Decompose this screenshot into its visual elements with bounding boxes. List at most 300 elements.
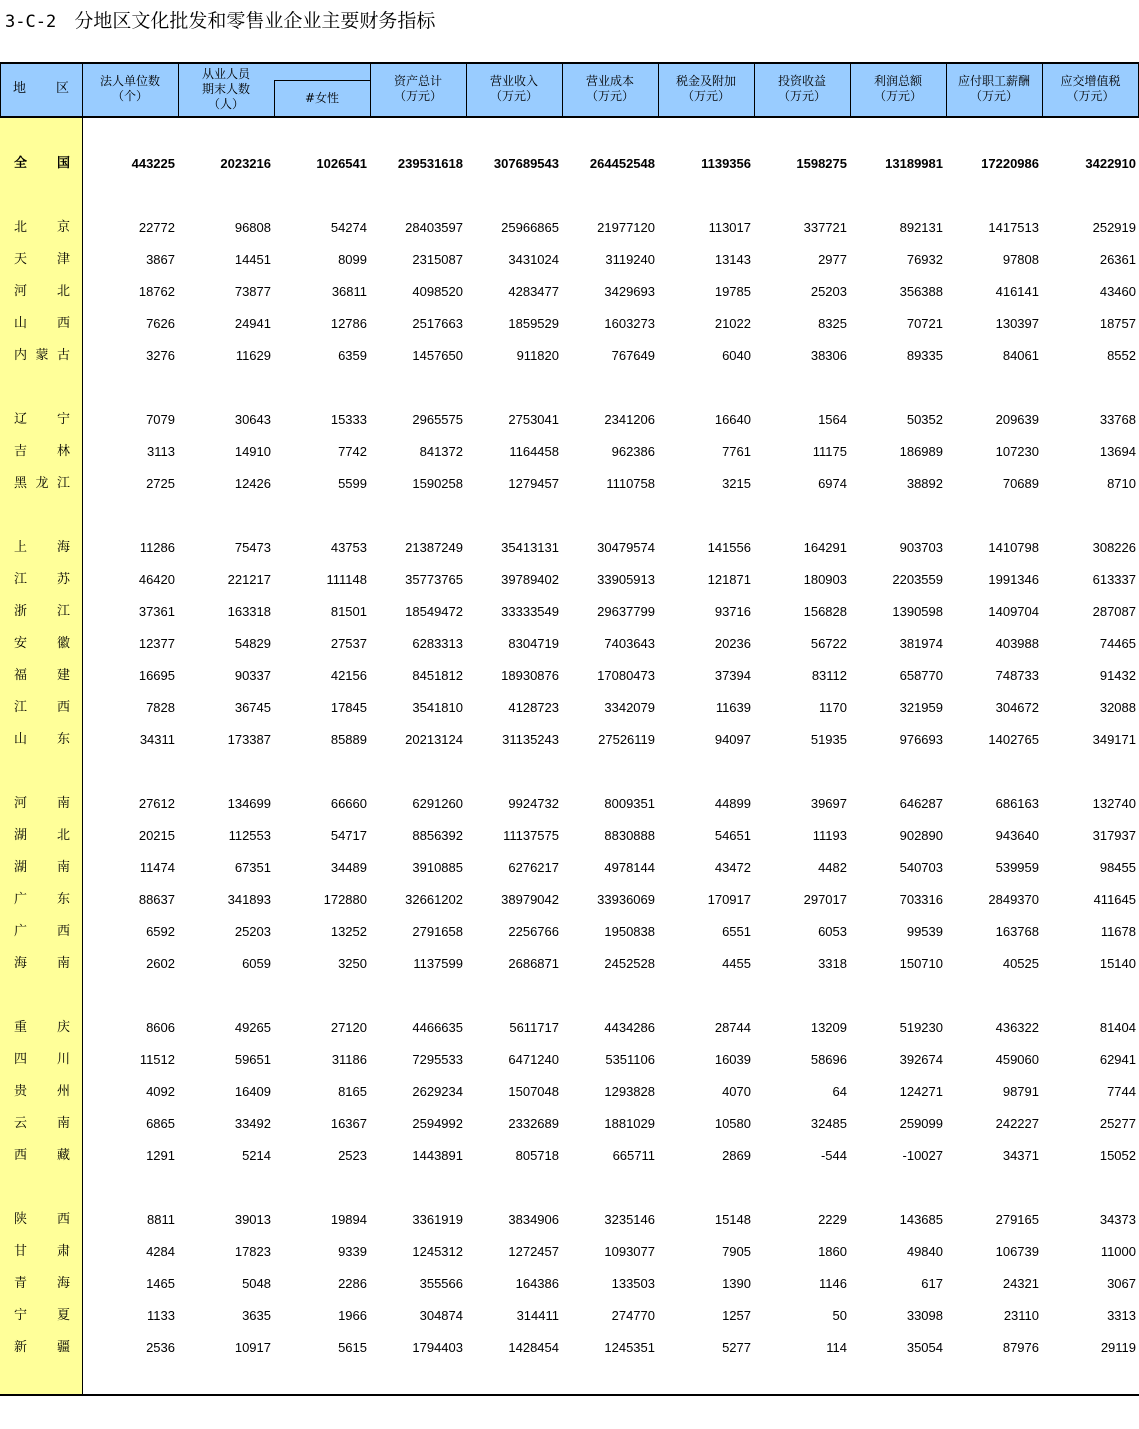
region-char: 古 [56, 348, 70, 363]
region-char: 江 [56, 476, 70, 491]
table-cell: 1603273 [604, 316, 655, 331]
table-cell: 4283477 [508, 284, 559, 299]
region-char: 黑 [14, 476, 28, 491]
table-cell: 36745 [234, 700, 271, 715]
region-char: 南 [56, 956, 70, 971]
table-cell: 18757 [1099, 316, 1136, 331]
region-char: 吉 [14, 444, 28, 459]
table-cell: 10580 [714, 1116, 751, 1131]
table-cell: 33768 [1099, 412, 1136, 427]
region-char: 陕 [14, 1212, 28, 1227]
table-cell: 150710 [899, 956, 943, 971]
table-cell: 7742 [338, 444, 367, 459]
table-cell: 5048 [242, 1276, 271, 1291]
region-name [14, 220, 70, 236]
region-char: 云 [14, 1116, 28, 1131]
table-cell: 31135243 [502, 732, 559, 747]
table-cell: 8099 [338, 252, 367, 267]
table-cell: 112553 [228, 828, 271, 843]
table-cell: 748733 [995, 668, 1039, 683]
table-cell: 8856392 [412, 828, 463, 843]
table-cell: 21977120 [597, 220, 655, 235]
table-cell: 6040 [722, 348, 751, 363]
region-column-divider [82, 116, 83, 1395]
table-cell: 2203559 [892, 572, 943, 587]
table-cell: 18762 [138, 284, 175, 299]
table-cell: 411645 [1093, 892, 1136, 907]
table-cell: 2725 [146, 476, 175, 491]
table-cell: 1291 [146, 1148, 175, 1163]
table-cell: 40525 [1002, 956, 1039, 971]
table-cell: 27612 [138, 796, 175, 811]
table-cell: 5615 [338, 1340, 367, 1355]
header-column-text: 应交增值税 [1060, 74, 1121, 88]
table-cell: 1950838 [604, 924, 655, 939]
header-column-text: 应付职工薪酬 [957, 74, 1030, 88]
table-cell: 33905913 [597, 572, 655, 587]
table-cell: 6053 [818, 924, 847, 939]
table-cell: 46420 [138, 572, 175, 587]
table-cell: 54274 [330, 220, 367, 235]
region-char: 西 [56, 924, 70, 939]
region-char: 四 [14, 1052, 28, 1067]
table-cell: 2849370 [988, 892, 1039, 907]
table-cell: 14451 [234, 252, 271, 267]
header-column [850, 62, 946, 116]
region-char: 西 [56, 700, 70, 715]
region-name [14, 1340, 70, 1356]
table-cell: 33333549 [501, 604, 559, 619]
region-char: 江 [14, 572, 28, 587]
table-cell: 42156 [330, 668, 367, 683]
region-name [14, 1276, 70, 1292]
region-name [14, 796, 70, 812]
table-cell: 841372 [419, 444, 463, 459]
table-cell: 24321 [1002, 1276, 1039, 1291]
table-cell: 307689543 [493, 156, 559, 171]
table-cell: 15140 [1099, 956, 1136, 971]
table-cell: 1507048 [508, 1084, 559, 1099]
table-cell: 1457650 [412, 348, 463, 363]
table-cell: 33936069 [597, 892, 655, 907]
region-char: 津 [56, 252, 70, 267]
region-char: 全 [14, 156, 28, 171]
table-cell: 2332689 [508, 1116, 559, 1131]
table-cell: 164291 [803, 540, 847, 555]
header-column-text: 资产总计 [393, 74, 442, 88]
table-cell: 3422910 [1085, 156, 1136, 171]
table-cell: 7761 [722, 444, 751, 459]
table-cell: 25277 [1099, 1116, 1136, 1131]
table-cell: 15052 [1099, 1148, 1136, 1163]
table-cell: 31186 [331, 1052, 367, 1067]
table-cell: 38979042 [501, 892, 559, 907]
table-cell: 11193 [812, 828, 847, 843]
table-cell: 2629234 [412, 1084, 463, 1099]
region-name [14, 316, 70, 332]
table-cell: 2594992 [412, 1116, 463, 1131]
header-column-text: 营业收入 [489, 74, 538, 88]
table-cell: 3342079 [604, 700, 655, 715]
table-cell: 1146 [819, 1276, 847, 1291]
table-cell: 85889 [330, 732, 367, 747]
table-cell: 17845 [330, 700, 367, 715]
header-column-text: （万元） [777, 89, 826, 103]
table-cell: 3834906 [508, 1212, 559, 1227]
table-cell: 3429693 [604, 284, 655, 299]
region-char: 北 [56, 284, 70, 299]
table-cell: 20236 [714, 636, 751, 651]
table-cell: 5599 [338, 476, 367, 491]
table-cell: 17220986 [981, 156, 1039, 171]
header-column-text: 投资收益 [777, 74, 826, 88]
header-column-text: 利润总额 [873, 74, 922, 88]
region-name [14, 956, 70, 972]
table-cell: 239531618 [397, 156, 463, 171]
table-cell: 30643 [234, 412, 271, 427]
table-cell: 5351106 [605, 1052, 655, 1067]
table-cell: 337721 [803, 220, 847, 235]
table-cell: 976693 [899, 732, 943, 747]
table-cell: 314411 [516, 1308, 559, 1323]
table-cell: 130397 [995, 316, 1039, 331]
table-cell: 2517663 [412, 316, 463, 331]
table-cell: 6283313 [412, 636, 463, 651]
table-cell: 12426 [234, 476, 271, 491]
table-cell: 304672 [995, 700, 1039, 715]
table-cell: 2286 [338, 1276, 367, 1291]
table-cell: 6471240 [508, 1052, 559, 1067]
table-cell: 90337 [234, 668, 271, 683]
table-cell: 355566 [419, 1276, 463, 1291]
table-cell: 11629 [235, 348, 271, 363]
table-cell: 51935 [810, 732, 847, 747]
table-cell: 99539 [906, 924, 943, 939]
table-cell: 43472 [714, 860, 751, 875]
region-name [14, 1244, 70, 1260]
region-name [14, 540, 70, 556]
region-name [14, 572, 70, 588]
table-cell: 35054 [906, 1340, 943, 1355]
region-char: 贵 [14, 1084, 28, 1099]
table-cell: 12377 [138, 636, 175, 651]
table-cell: 141556 [707, 540, 751, 555]
table-cell: 2315087 [412, 252, 463, 267]
table-cell: 170917 [707, 892, 751, 907]
region-char: 京 [56, 220, 70, 235]
table-cell: 297017 [803, 892, 847, 907]
table-cell: 4092 [146, 1084, 175, 1099]
table-cell: 66660 [330, 796, 367, 811]
header-region-char: 地 [13, 81, 27, 96]
table-cell: 17823 [234, 1244, 271, 1259]
table-cell: 519230 [899, 1020, 943, 1035]
table-cell: 805718 [515, 1148, 559, 1163]
region-char: 西 [56, 1212, 70, 1227]
table-cell: 1410798 [988, 540, 1039, 555]
region-char: 江 [14, 700, 28, 715]
header-column-text: （万元） [393, 89, 442, 103]
table-cell: 1257 [722, 1308, 751, 1323]
table-cell: 1390598 [892, 604, 943, 619]
table-cell: 9339 [338, 1244, 367, 1259]
table-cell: 665711 [612, 1148, 655, 1163]
table-cell: 1133 [147, 1308, 175, 1323]
region-char: 南 [56, 796, 70, 811]
table-cell: 5277 [722, 1340, 751, 1355]
table-cell: 317937 [1092, 828, 1136, 843]
table-cell: 6974 [818, 476, 847, 491]
table-cell: 11175 [812, 444, 847, 459]
table-cell: 11512 [139, 1052, 175, 1067]
region-char: 西 [14, 1148, 28, 1163]
table-cell: 28403597 [405, 220, 463, 235]
table-cell: 646287 [899, 796, 943, 811]
table-cell: 1409704 [988, 604, 1039, 619]
region-name [14, 1308, 70, 1324]
region-char: 东 [56, 892, 70, 907]
table-cell: 89335 [906, 348, 943, 363]
table-cell: 767649 [611, 348, 655, 363]
region-char: 南 [56, 1116, 70, 1131]
table-cell: 34371 [1002, 1148, 1039, 1163]
table-cell: 58696 [810, 1052, 847, 1067]
table-cell: 3867 [146, 252, 175, 267]
table-cell: 121871 [707, 572, 751, 587]
header-column [178, 62, 274, 116]
region-char: 海 [56, 1276, 70, 1291]
table-cell: 6059 [242, 956, 271, 971]
table-cell: 25203 [810, 284, 847, 299]
table-cell: 34373 [1099, 1212, 1136, 1227]
table-cell: 27537 [330, 636, 367, 651]
table-cell: 1139356 [701, 156, 751, 171]
table-cell: 8304719 [508, 636, 559, 651]
region-char: 疆 [56, 1340, 70, 1355]
table-cell: 7079 [146, 412, 175, 427]
table-cell: 7403643 [604, 636, 655, 651]
table-cell: 4482 [818, 860, 847, 875]
table-cell: 106739 [995, 1244, 1039, 1259]
table-cell: 6291260 [412, 796, 463, 811]
region-name [14, 156, 70, 172]
region-char: 川 [56, 1052, 70, 1067]
table-cell: 436322 [995, 1020, 1039, 1035]
table-cell: 62941 [1099, 1052, 1136, 1067]
table-cell: 8710 [1107, 476, 1136, 491]
region-char: 广 [14, 892, 28, 907]
table-cell: 8165 [338, 1084, 367, 1099]
table-cell: 2229 [818, 1212, 847, 1227]
region-name [14, 412, 70, 428]
table-cell: 20213124 [405, 732, 463, 747]
table-cell: 4455 [722, 956, 751, 971]
table-cell: 6551 [722, 924, 751, 939]
table-cell: 304874 [419, 1308, 463, 1323]
table-cell: 264452548 [589, 156, 655, 171]
page-title [5, 6, 435, 33]
table-cell: 11639 [715, 700, 751, 715]
table-cell: 83112 [811, 668, 847, 683]
table-cell: 10917 [234, 1340, 271, 1355]
table-cell: 3067 [1107, 1276, 1136, 1291]
table-cell: -544 [820, 1148, 847, 1163]
table-cell: 1093077 [604, 1244, 655, 1259]
table-cell: 32088 [1099, 700, 1136, 715]
table-cell: 29119 [1100, 1340, 1136, 1355]
region-char: 辽 [14, 412, 28, 427]
table-cell: 2452528 [604, 956, 655, 971]
table-cell: 349171 [1092, 732, 1136, 747]
region-char: 河 [14, 284, 28, 299]
region-char: 龙 [35, 476, 49, 491]
region-char: 东 [56, 732, 70, 747]
header-column [82, 62, 178, 116]
table-cell: 613337 [1092, 572, 1136, 587]
region-char: 重 [14, 1020, 28, 1035]
region-name [14, 604, 70, 620]
region-name [14, 636, 70, 652]
region-name [14, 828, 70, 844]
table-cell: 4098520 [412, 284, 463, 299]
table-cell: 97808 [1002, 252, 1039, 267]
table-cell: 8606 [146, 1020, 175, 1035]
table-cell: 44899 [714, 796, 751, 811]
table-cell: 2256766 [508, 924, 559, 939]
region-char: 江 [56, 604, 70, 619]
table-cell: 70721 [906, 316, 943, 331]
table-cell: -10027 [902, 1148, 943, 1163]
table-cell: 54829 [234, 636, 271, 651]
table-bottom-rule [0, 1394, 1139, 1396]
table-cell: 617 [921, 1276, 943, 1291]
table-cell: 22772 [138, 220, 175, 235]
header-region-char: 区 [55, 81, 69, 96]
region-char: 浙 [14, 604, 28, 619]
region-char: 西 [56, 316, 70, 331]
table-cell: 54717 [330, 828, 367, 843]
table-cell: 8552 [1107, 348, 1136, 363]
table-cell: 124271 [899, 1084, 943, 1099]
region-char: 蒙 [35, 348, 49, 363]
table-cell: 4466635 [412, 1020, 463, 1035]
table-cell: 81501 [330, 604, 367, 619]
region-char: 州 [56, 1084, 70, 1099]
region-char: 湖 [14, 828, 28, 843]
table-cell: 341893 [227, 892, 271, 907]
table-cell: 2523 [338, 1148, 367, 1163]
table-cell: 416141 [995, 284, 1039, 299]
table-cell: 43460 [1099, 284, 1136, 299]
table-cell: 18930876 [501, 668, 559, 683]
table-cell: 37394 [714, 668, 751, 683]
header-column-text: （个） [111, 89, 148, 103]
table-cell: 962386 [611, 444, 655, 459]
table-cell: 1026541 [316, 156, 367, 171]
table-cell: 4434286 [604, 1020, 655, 1035]
table-cell: 892131 [899, 220, 943, 235]
table-cell: 67351 [234, 860, 271, 875]
table-cell: 11137575 [503, 828, 559, 843]
table-cell: 20215 [138, 828, 175, 843]
table-cell: 1966 [338, 1308, 367, 1323]
table-cell: 259099 [899, 1116, 943, 1131]
table-cell: 16409 [234, 1084, 271, 1099]
table-cell: 6865 [146, 1116, 175, 1131]
table-cell: 1428454 [508, 1340, 559, 1355]
table-cell: 11000 [1100, 1244, 1136, 1259]
table-cell: 13694 [1099, 444, 1136, 459]
table-cell: 356388 [899, 284, 943, 299]
table-cell: 221217 [227, 572, 271, 587]
table-cell: 37361 [138, 604, 175, 619]
table-cell: 39697 [810, 796, 847, 811]
region-char: 宁 [56, 412, 70, 427]
table-cell: 2536 [146, 1340, 175, 1355]
table-cell: 1170 [819, 700, 847, 715]
table-cell: 34311 [139, 732, 175, 747]
header-column-text: 法人单位数 [99, 74, 160, 88]
region-name [14, 476, 70, 492]
table-code: 3-C-2 [5, 12, 57, 32]
region-name [14, 732, 70, 748]
header-bottom-rule [0, 116, 1139, 118]
region-name [14, 860, 70, 876]
table-cell: 17080473 [597, 668, 655, 683]
table-cell: 1245312 [412, 1244, 463, 1259]
table-cell: 163318 [227, 604, 271, 619]
table-cell: 2965575 [412, 412, 463, 427]
header-column [1042, 62, 1139, 116]
header-column-text: #女性 [304, 90, 340, 105]
table-cell: 16640 [714, 412, 751, 427]
table-cell: 28744 [714, 1020, 751, 1035]
table-cell: 287087 [1092, 604, 1136, 619]
table-cell: 8451812 [412, 668, 463, 683]
region-char: 林 [56, 444, 70, 459]
table-cell: 39789402 [501, 572, 559, 587]
table-cell: 3910885 [412, 860, 463, 875]
region-char: 青 [14, 1276, 28, 1291]
table-cell: 38892 [906, 476, 943, 491]
header-column-text: （万元） [681, 89, 730, 103]
region-char: 山 [14, 316, 28, 331]
table-cell: 133503 [611, 1276, 655, 1291]
table-cell: 3113 [147, 444, 175, 459]
table-cell: 8325 [818, 316, 847, 331]
region-char: 河 [14, 796, 28, 811]
region-name [14, 924, 70, 940]
region-char: 福 [14, 668, 28, 683]
table-cell: 8811 [147, 1212, 175, 1227]
table-cell: 35413131 [501, 540, 559, 555]
table-cell: 6276217 [508, 860, 559, 875]
table-cell: 5611717 [509, 1020, 559, 1035]
table-cell: 13252 [330, 924, 367, 939]
table-cell: 2791658 [412, 924, 463, 939]
table-cell: 132740 [1092, 796, 1136, 811]
table-cell: 11286 [139, 540, 175, 555]
table-cell: 308226 [1092, 540, 1136, 555]
table-cell: 16039 [714, 1052, 751, 1067]
table-cell: 1564 [818, 412, 847, 427]
header-column-text: （万元） [489, 89, 538, 103]
table-cell: 3313 [1107, 1308, 1136, 1323]
table-cell: 172880 [323, 892, 367, 907]
table-cell: 7626 [146, 316, 175, 331]
table-cell: 321959 [899, 700, 943, 715]
table-cell: 1279457 [508, 476, 559, 491]
